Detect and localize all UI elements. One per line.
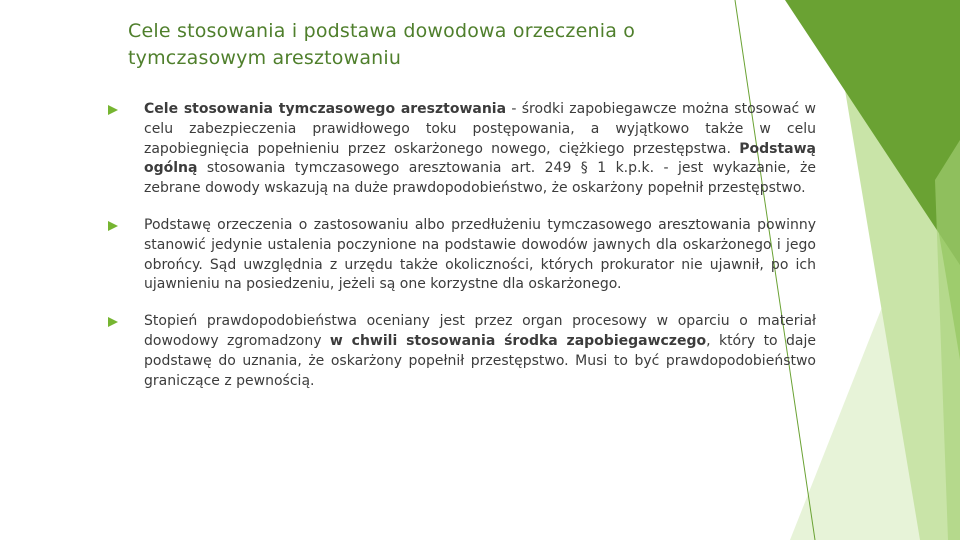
bullet-text-segment: Stopień prawdopodobieństwa oceniany jest przez organ procesowy w oparciu o materiał dowodowy zgromadzony: [144, 313, 816, 349]
triangle-bullet-icon: [108, 105, 118, 115]
bullet-item: [108, 100, 816, 199]
bullet-item: [108, 312, 816, 391]
bullet-text: [144, 216, 816, 295]
bullet-text-segment: stosowania tymczasowego aresztowania art. 249 § 1 k.p.k. - jest wykazanie, że zebrane dowody wskazują na duże prawdopodobieństwo, że oskarżony popełnił przestępstwo.: [144, 160, 816, 197]
bullet-text-segment: , który to daje podstawę do uznania, że oskarżony popełnił przestępstwo. Musi to być prawdopodobieństwo graniczące z pewnością.: [144, 332, 817, 389]
bullet-bold-text: Cele stosowania tymczasowego aresztowania: [144, 101, 507, 117]
bullet-list: [108, 100, 816, 408]
slide-title: Cele stosowania i podstawa dowodowa orzeczenia o tymczasowym aresztowaniu: [128, 20, 636, 69]
bullet-text: [144, 312, 816, 391]
bullet-bold-text: w chwili stosowania środka zapobiegawczego: [329, 332, 707, 349]
bullet-text-segment: - środki zapobiegawcze można stosować w celu zabezpieczenia prawidłowego toku postępowania, a wyjątkowo także w celu zapobiegnięcia popełnieniu przez oskarżonego nowego, ciężkiego przestępstwa.: [144, 101, 816, 157]
triangle-bullet-icon: [108, 221, 118, 231]
bullet-text: [144, 100, 816, 199]
bullet-bold-text: Podstawą ogólną: [144, 140, 816, 177]
triangle-bullet-icon: [108, 317, 118, 327]
bullet-item: [108, 216, 816, 295]
bullet-text-segment: Podstawę orzeczenia o zastosowaniu albo przedłużeniu tymczasowego aresztowania powinny stanowić jedynie ustalenia poczynione na podstawie dowodów jawnych dla oskarżonego i jego obrońcy. Sąd uwzględnia z urzędu także okoliczności, których prokurator nie ujawnił, po ich ujawnieniu na posiedzeniu, jeżeli są one korzystne dla oskarżonego.: [144, 216, 816, 293]
